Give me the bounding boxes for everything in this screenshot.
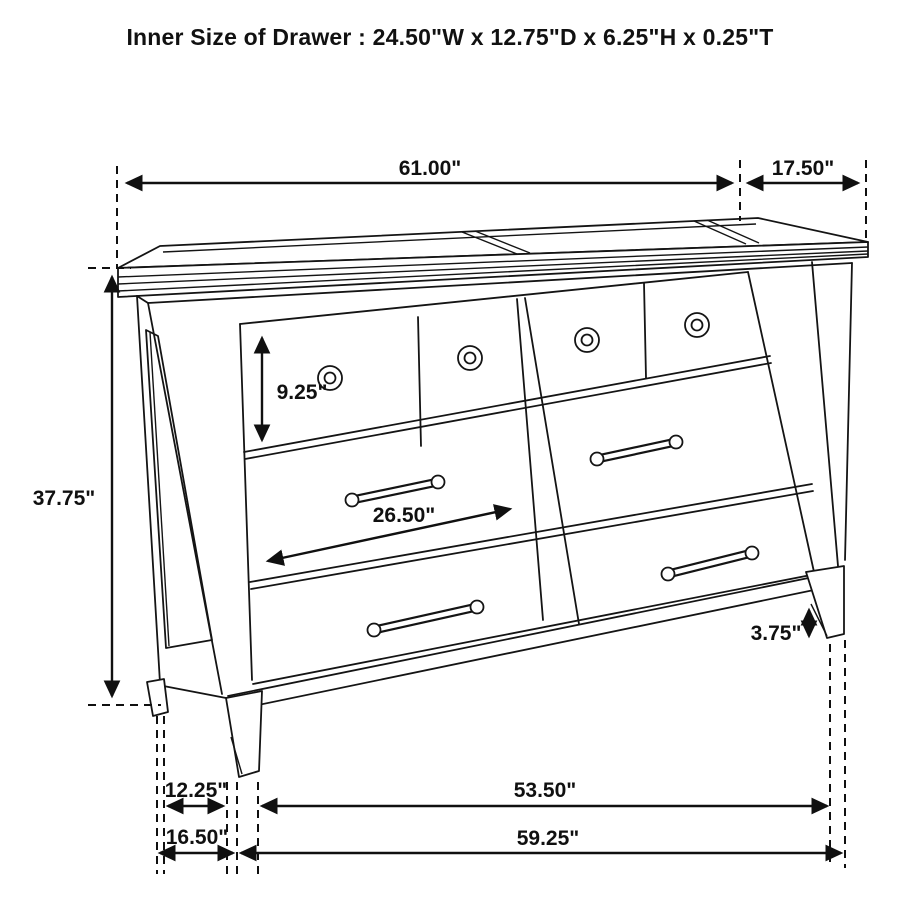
dim-front-leg-spacing [262,779,827,806]
dim-label: 59.25" [516,827,580,850]
drawer-area-right-edge [748,272,814,572]
drawer-grid [240,272,816,684]
dresser-body [148,262,852,710]
dim-leg-height [751,610,809,645]
dim-label: 9.25" [276,381,328,404]
dresser-top [118,218,868,297]
side-top-edge [137,296,148,303]
knob-icon [575,328,599,352]
knob-icon [685,313,709,337]
dim-label: 12.25" [164,779,228,802]
dim-top-drawer-height [262,338,327,440]
dim-side-leg-spacing [165,779,228,806]
handle-icon [346,476,445,507]
front-right-leg [806,566,844,638]
dim-label: 16.50" [165,826,229,849]
front-left-corner-edge [148,303,222,694]
case-bottom-edge [228,572,838,696]
center-stile-right-edge [525,298,579,624]
knob-icon [458,346,482,370]
front-right-corner-edge [812,262,838,566]
dim-side-depth [160,826,233,853]
dim-label: 26.50" [372,504,436,527]
dim-label: 53.50" [513,779,577,802]
dresser [118,218,868,777]
dim-drawer-diagonal [268,504,510,561]
dim-label: 3.75" [750,622,802,645]
handle-icon [591,436,683,466]
bottom-drawer-bottom-edge [253,574,816,684]
drawer-area-left-edge [240,324,252,680]
dim-label: 17.50" [771,157,835,180]
center-stile-left-edge [517,299,543,620]
divider-row2-row3 [250,484,813,589]
dim-label: 61.00" [398,157,462,180]
page-title: Inner Size of Drawer : 24.50"W x 12.75"D x 6.25"H x 0.25"T [126,24,774,50]
left-side-panel [137,296,226,700]
dim-overall-height [33,268,161,705]
right-side-edge [845,263,852,560]
front-left-leg [226,691,262,777]
top-row-divider-3 [644,283,646,378]
handle-icon [662,547,759,581]
dim-label: 37.75" [32,487,96,510]
handle-icon [368,601,484,637]
base-molding-line [234,584,843,710]
back-left-leg [147,679,168,716]
dim-base-width [241,827,841,853]
